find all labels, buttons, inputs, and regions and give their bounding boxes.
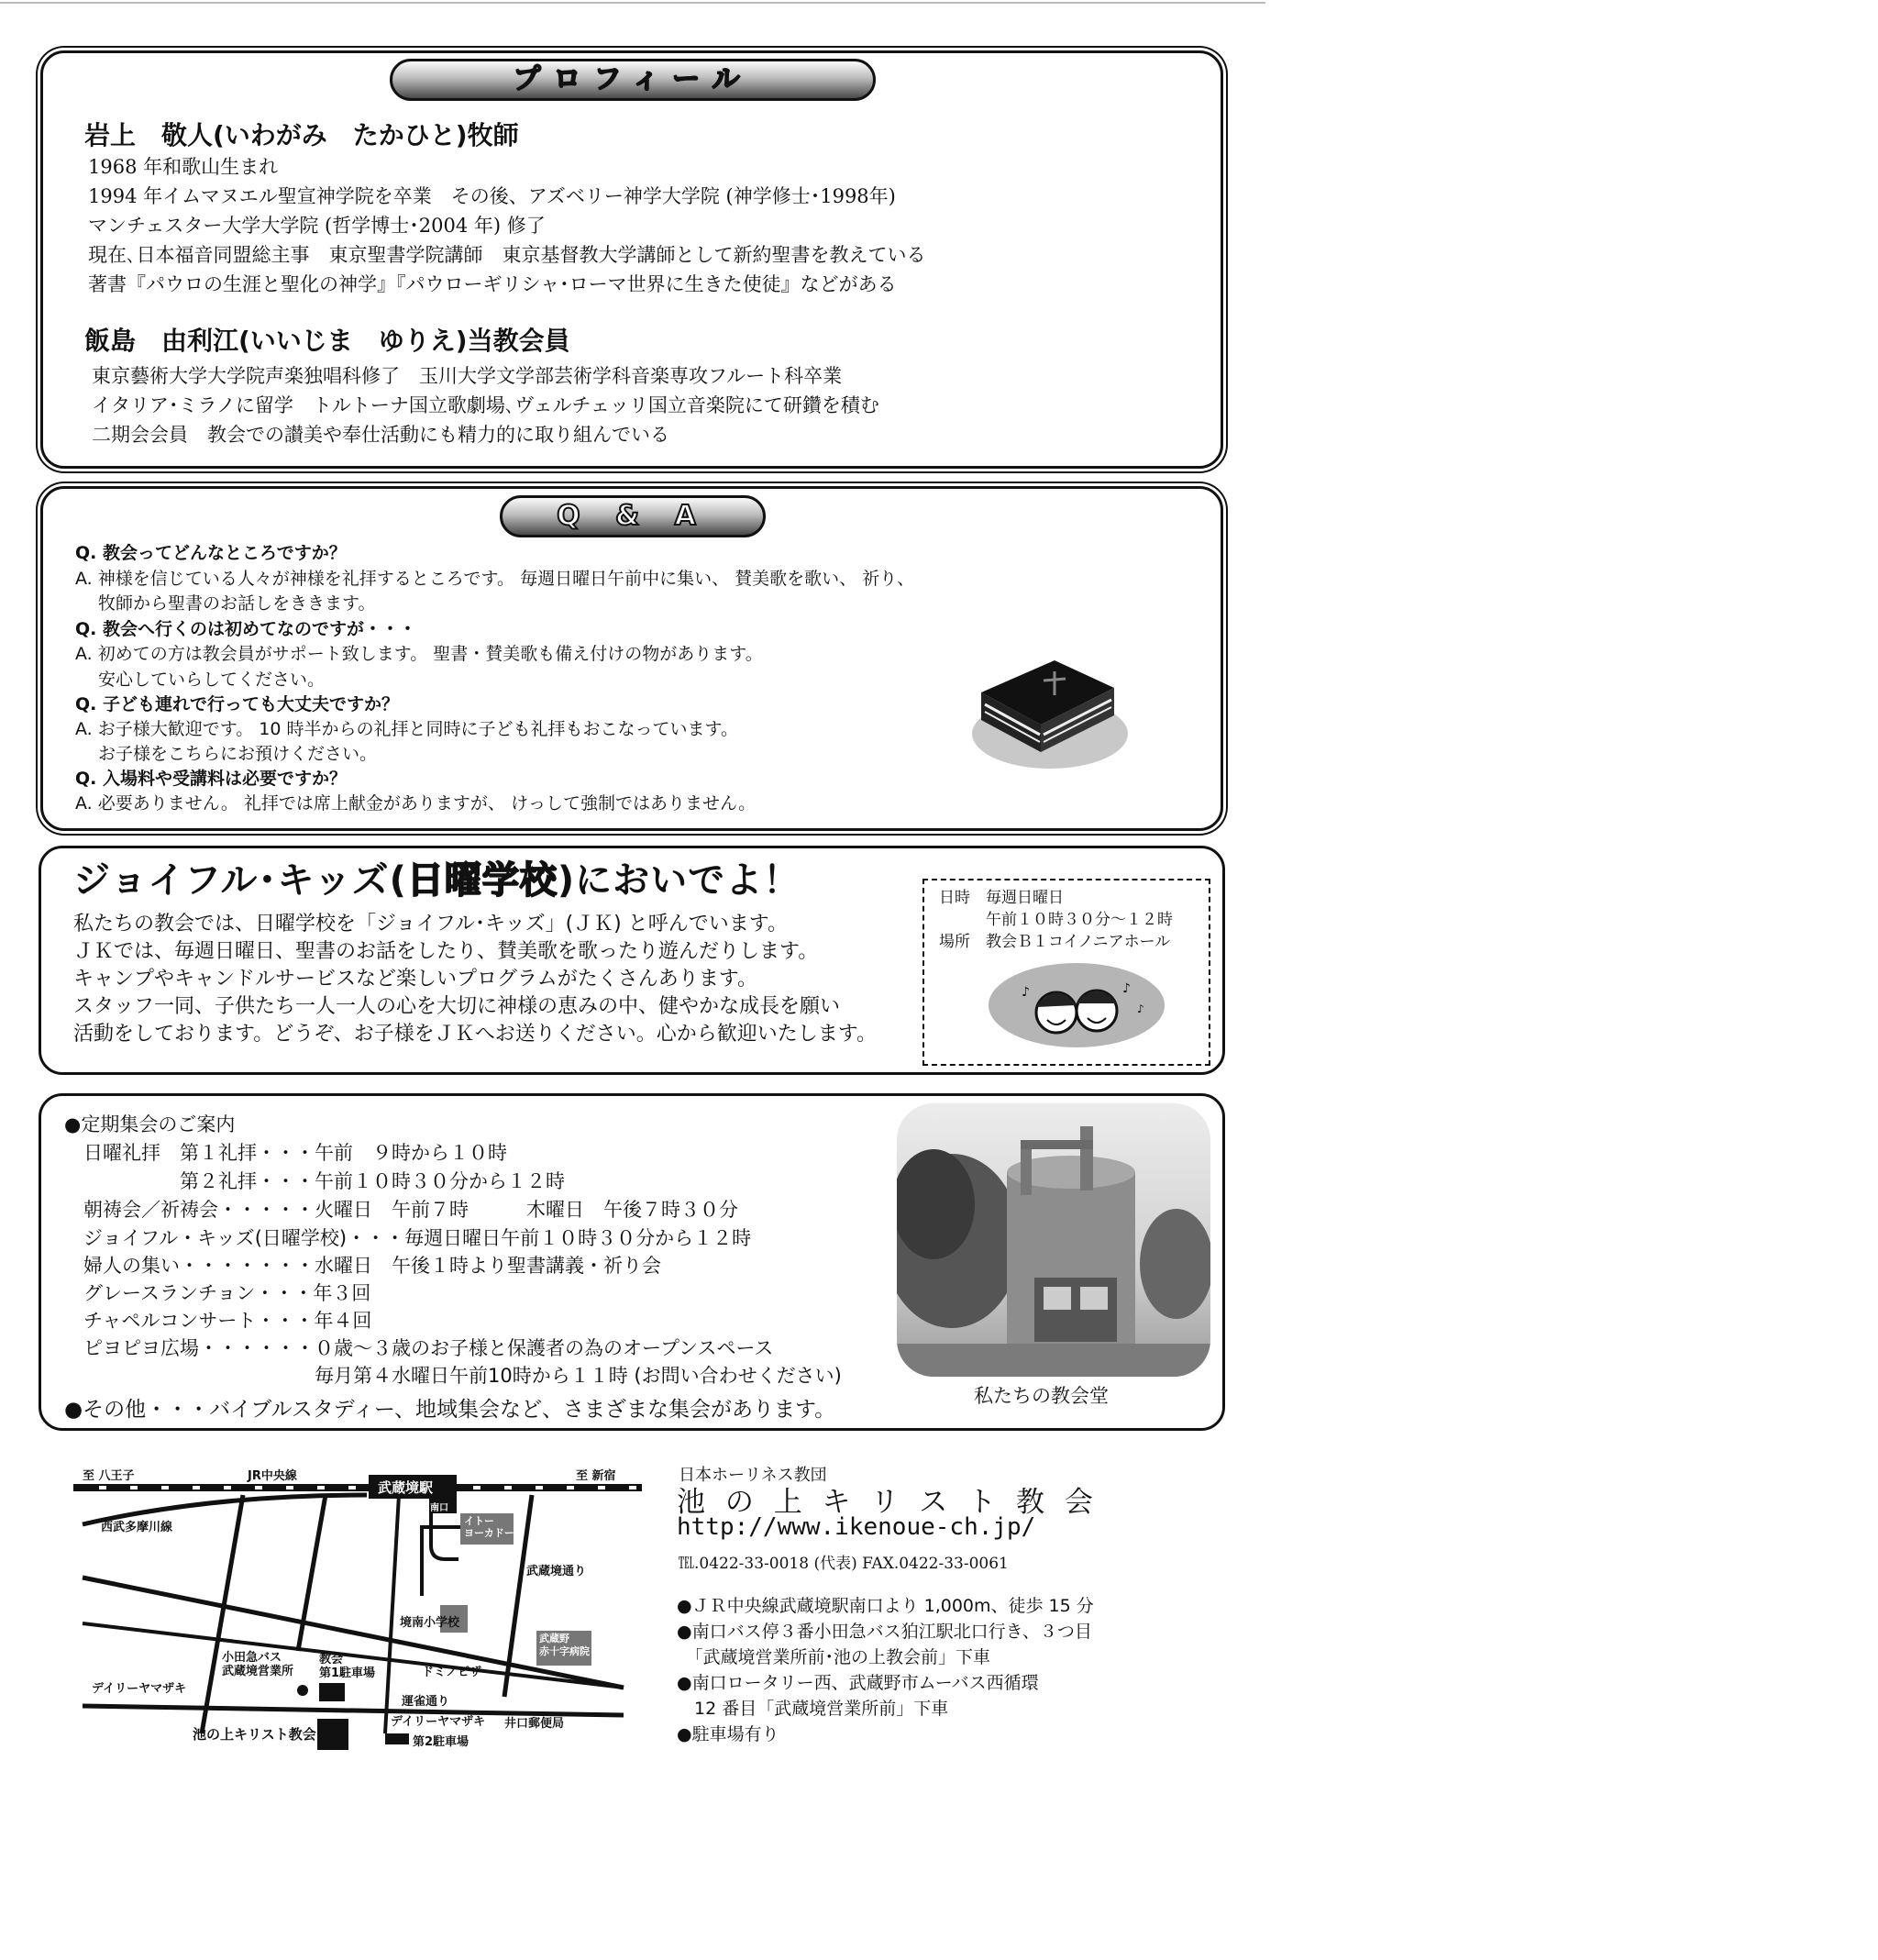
joyful-line: 活動をしております。どうぞ、お子様をＪＫへお送りください。心から歓迎いたします。: [73, 1023, 878, 1046]
schedule-line: ●定期集会のご案内: [64, 1113, 236, 1135]
map-label: 教会 第1駐車場: [319, 1653, 376, 1680]
qa-line: お子様をこちらにお預けください。: [75, 744, 378, 764]
schedule-line: 婦人の集い・・・・・・・水曜日 午後１時より聖書講義・祈り会: [64, 1255, 661, 1277]
joyful-line: スタッフ一同、子供たち一人一人の心を大切に神様の恵みの中、健やかな成長を願い: [73, 995, 841, 1018]
joyful-title-c: )においでよ！: [557, 859, 801, 902]
top-rule: [0, 2, 1265, 4]
map-label: 運雀通り: [402, 1695, 450, 1709]
contact-church: 池 の 上 キ リ ス ト 教 会: [677, 1486, 1099, 1519]
access-line: ●ＪＲ中央線武蔵境駅南口より 1,000m、徒歩 15 分: [677, 1596, 1094, 1616]
schedule-line: ジョイフル・キッズ(日曜学校)・・・毎週日曜日午前１０時３０分から１２時: [64, 1227, 752, 1249]
bible-icon: [963, 624, 1128, 780]
qa-line: Q. 子ども連れで行っても大丈夫ですか？: [75, 694, 399, 714]
joyful-title-a: ジョイフル･キッズ(: [73, 859, 407, 902]
map-label: 第2駐車場: [413, 1735, 470, 1749]
map-label: JR中央線: [248, 1469, 297, 1483]
qa-line: A. お子様大歓迎です。 10 時半からの礼拝と同時に子ども礼拝もおこなっています。: [75, 719, 738, 739]
person1-line: 現在､日本福音同盟総主事 東京聖書学院講師 東京基督教大学講師として新約聖書を教えている: [88, 244, 926, 266]
kids-illustration-icon: [985, 959, 1168, 1051]
map-label: 至 新宿: [576, 1469, 616, 1483]
access-line: ●南口バス停３番小田急バス狛江駅北口行き、３つ目: [677, 1622, 1092, 1642]
joyful-title-b: 日曜学校: [406, 859, 558, 902]
qa-line: A. 必要ありません。 礼拝では席上献金がありますが、 けっして強制ではありません。: [75, 793, 757, 814]
map-label: 西武多摩川線: [101, 1521, 173, 1534]
person1-line: 1968 年和歌山生まれ: [88, 156, 279, 178]
church-photo: [897, 1103, 1210, 1377]
schedule-line: ●その他・・・バイブルスタディー、地域集会など、さまざまな集会があります。: [64, 1398, 836, 1422]
qa-line: 安心していらしてください。: [75, 670, 326, 690]
person1-line: マンチェスター大学大学院 (哲学博士･2004 年) 修了: [88, 215, 546, 237]
map-label: 池の上キリスト教会: [193, 1726, 316, 1743]
person1-line: 著書『パウロの生涯と聖化の神学』『パウローギリシャ･ローマ世界に生きた使徒』などがある: [88, 273, 897, 295]
person2-line: 東京藝術大学大学院声楽独唱科修了 玉川大学文学部芸術学科音楽専攻フルート科卒業: [92, 365, 843, 387]
person1-name: 岩上 敬人(いわがみ たかひと)牧師: [84, 120, 519, 150]
qa-line: 牧師から聖書のお話しをききます。: [75, 593, 376, 614]
map-label: デイリーヤマザキ: [92, 1682, 187, 1696]
schedule-line: グレースランチョン・・・年３回: [64, 1282, 371, 1304]
access-line: ●駐車場有り: [677, 1724, 779, 1744]
svg-text:♪: ♪: [1022, 985, 1030, 1000]
person1-line: 1994 年イムマヌエル聖宣神学院を卒業 その後、アズベリー神学大学院 (神学修士･1998年): [88, 185, 896, 207]
map-label: 小田急バス 武蔵境営業所: [222, 1651, 294, 1678]
joyful-title: [73, 851, 801, 903]
contact-tel: ℡.0422-33-0018 (代表) FAX.0422-33-0061: [679, 1555, 1009, 1573]
person2-line: 二期会会員 教会での讃美や奉仕活動にも精力的に取り組んでいる: [92, 424, 669, 446]
qa-line: A. 初めての方は教会員がサポート致します。 聖書・賛美歌も備え付けの物があります。: [75, 644, 763, 664]
access-map: [73, 1458, 642, 1761]
map-label: 井口郵便局: [504, 1717, 565, 1731]
map-label: 武蔵境駅: [378, 1479, 434, 1496]
map-label: 武蔵野 赤十字病院: [539, 1633, 590, 1657]
schedule-line: チャペルコンサート・・・年４回: [64, 1310, 372, 1332]
map-label: 武蔵境通り: [526, 1565, 587, 1578]
qa-line: Q. 教会ってどんなところですか？: [75, 543, 347, 563]
svg-text:♪: ♪: [1137, 1002, 1144, 1015]
schedule-line: 日曜礼拝 第１礼拝・・・午前 ９時から１０時: [64, 1142, 507, 1164]
schedule-line: 毎月第４水曜日午前10時から１１時 (お問い合わせください): [64, 1365, 842, 1387]
joyful-line: キャンプやキャンドルサービスなど楽しいプログラムがたくさんあります。: [73, 968, 758, 991]
qa-line: A. 神様を信じている人々が神様を礼拝するところです。 毎週日曜日午前中に集い、 賛美歌を歌い、 祈り、: [75, 569, 915, 589]
schedule-line: ピヨピヨ広場・・・・・・０歳～３歳のお子様と保護者の為のオープンスペース: [64, 1337, 774, 1359]
qa-heading: Q & A: [500, 495, 766, 537]
access-line: 12 番目「武蔵境営業所前」下車: [677, 1699, 949, 1719]
person2-line: イタリア･ミラノに留学 トルトーナ国立歌劇場､ヴェルチェッリ国立音楽院にて研鑽を積む: [92, 394, 879, 416]
qa-line: Q. 教会へ行くのは初めてなのですが・・・: [75, 619, 416, 639]
joyful-line: ＪＫでは、毎週日曜日、聖書のお話をしたり、賛美歌を歌ったり遊んだりします。: [73, 940, 819, 963]
access-line: ●南口ロータリー西、武蔵野市ムーバス西循環: [677, 1673, 1039, 1693]
map-label: 至 八王子: [83, 1469, 135, 1483]
map-label: デイリーヤマザキ: [391, 1715, 486, 1729]
profile-heading: プロフィール: [390, 59, 876, 101]
schedule-line: 朝祷会／祈祷会・・・・・火曜日 午前７時 木曜日 午後７時３０分: [64, 1199, 738, 1221]
svg-text:♪: ♪: [1122, 981, 1131, 996]
contact-org: 日本ホーリネス教団: [679, 1466, 827, 1485]
joyful-info-line: 場所 教会Ｂ１コイノニアホール: [939, 933, 1171, 951]
access-line: 「武蔵境営業所前･池の上教会前」下車: [677, 1647, 991, 1667]
contact-url[interactable]: http://www.ikenoue-ch.jp/: [677, 1513, 1036, 1541]
map-label: 境南小学校: [400, 1616, 460, 1630]
map-label: 南口: [430, 1503, 448, 1513]
map-label: ドミノピザ: [422, 1666, 482, 1679]
map-label: イトー ヨーカドー: [464, 1515, 514, 1539]
joyful-info-line: 午前１０時３０分～１２時: [939, 911, 1173, 929]
joyful-info-line: 日時 毎週日曜日: [939, 889, 1064, 907]
schedule-line: 第２礼拝・・・午前１０時３０分から１２時: [64, 1170, 565, 1192]
person2-name: 飯島 由利江(いいじま ゆりえ)当教会員: [84, 326, 570, 356]
joyful-line: 私たちの教会では、日曜学校を「ジョイフル･キッズ」(ＪＫ) と呼んでいます。: [73, 913, 788, 936]
photo-caption: 私たちの教会堂: [974, 1385, 1109, 1407]
qa-line: Q. 入場料や受講料は必要ですか？: [75, 769, 347, 789]
